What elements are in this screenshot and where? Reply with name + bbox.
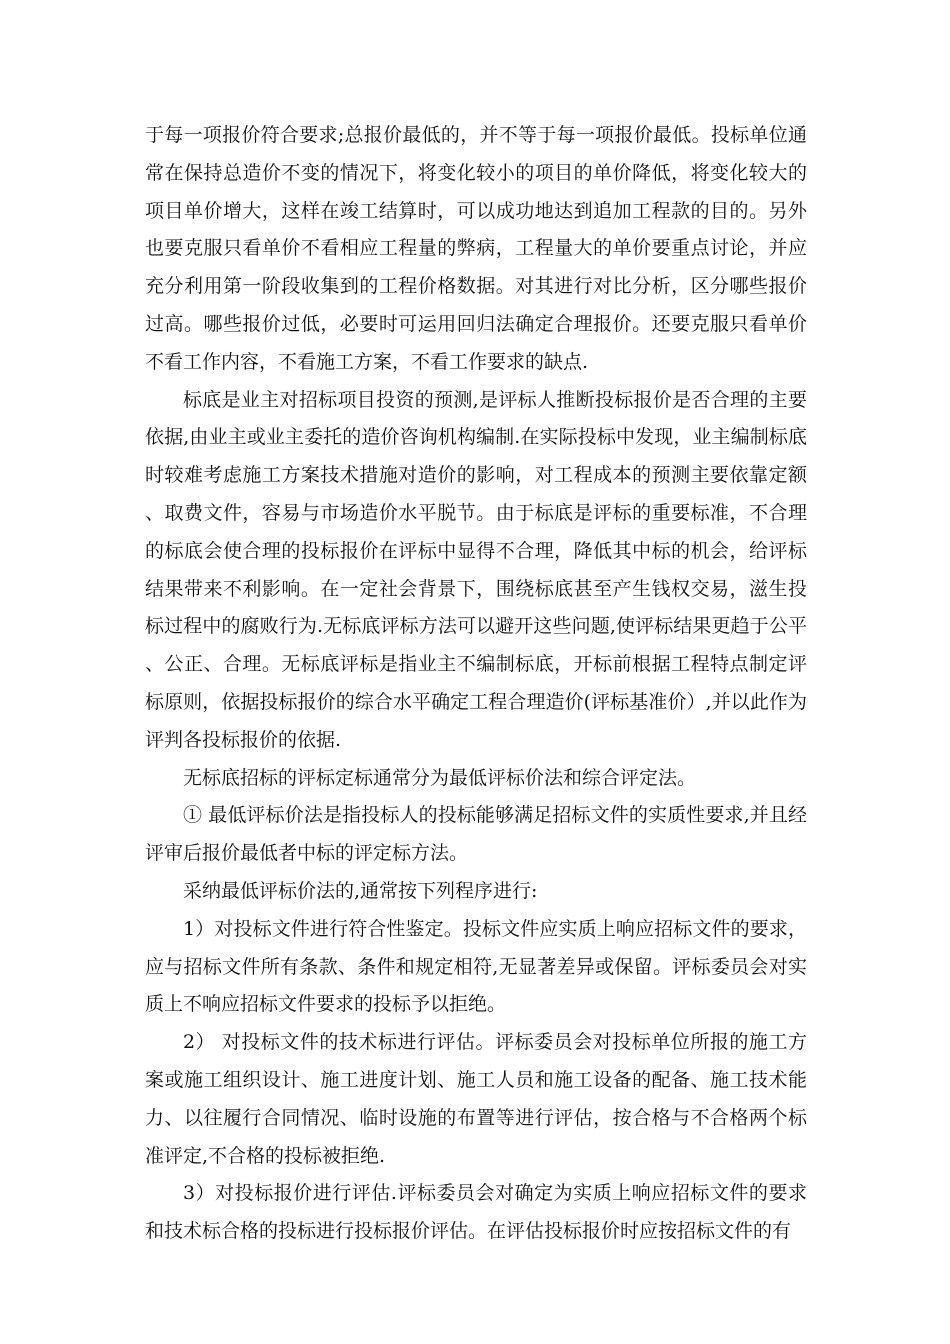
paragraph-3: 无标底招标的评标定标通常分为最低评标价法和综合评定法。 (183, 766, 697, 789)
paragraph-7: 2） 对投标文件的技术标进行评估。评标委员会对投标单位所报的施工方案或施工组织设计、施工进度计划、施工人员和施工设备的配备、施工技术能力、以往履行合同情况、临时设施的布置等进行评估，按合格与不合格两个标准评定,不合格的投标被拒绝. (145, 1031, 807, 1167)
paragraph-5: 采纳最低评标价法的,通常按下列程序进行: (183, 879, 538, 902)
paragraph-8: 3）对投标报价进行评估.评标委员会对确定为实质上响应招标文件的要求和技术标合格的投标进行投标报价评估。在评估投标报价时应按招标文件的有 (145, 1182, 807, 1243)
paragraph-6: 1）对投标文件进行符合性鉴定。投标文件应实质上响应招标文件的要求，应与招标文件所有条款、条件和规定相符,无显著差异或保留。评标委员会对实质上不响应招标文件要求的投标予以拒绝。 (145, 917, 807, 1016)
document-body (145, 117, 807, 1251)
paragraph-4: ① 最低评标价法是指投标人的投标能够满足招标文件的实质性要求,并且经评审后报价最低者中标的评定标方法。 (145, 804, 807, 865)
paragraph-1: 于每一项报价符合要求;总报价最低的，并不等于每一项报价最低。投标单位通常在保持总造价不变的情况下，将变化较小的项目的单价降低，将变化较大的项目单价增大，这样在竣工结算时，可以成功地达到追加工程款的目的。另外也要克服只看单价不看相应工程量的弊病，工程量大的单价要重点讨论，并应充分利用第一阶段收集到的工程价格数据。对其进行对比分析，区分哪些报价过高。哪些报价过低，必要时可运用回归法确定合理报价。还要克服只看单价不看工作内容，不看施工方案，不看工作要求的缺点. (145, 124, 807, 373)
paragraph-2: 标底是业主对招标项目投资的预测,是评标人推断投标报价是否合理的主要依据,由业主或业主委托的造价咨询机构编制.在实际投标中发现，业主编制标底时较难考虑施工方案技术措施对造价的影响，对工程成本的预测主要依靠定额、取费文件，容易与市场造价水平脱节。由于标底是评标的重要标准，不合理的标底会使合理的投标报价在评标中显得不合理，降低其中标的机会，给评标结果带来不利影响。在一定社会背景下，围绕标底甚至产生钱权交易，滋生投标过程中的腐败行为.无标底评标方法可以避开这些问题,使评标结果更趋于公平、公正、合理。无标底评标是指业主不编制标底，开标前根据工程特点制定评标原则，依据投标报价的综合水平确定工程合理造价(评标基准价）,并以此作为评判各投标报价的依据. (145, 388, 807, 751)
